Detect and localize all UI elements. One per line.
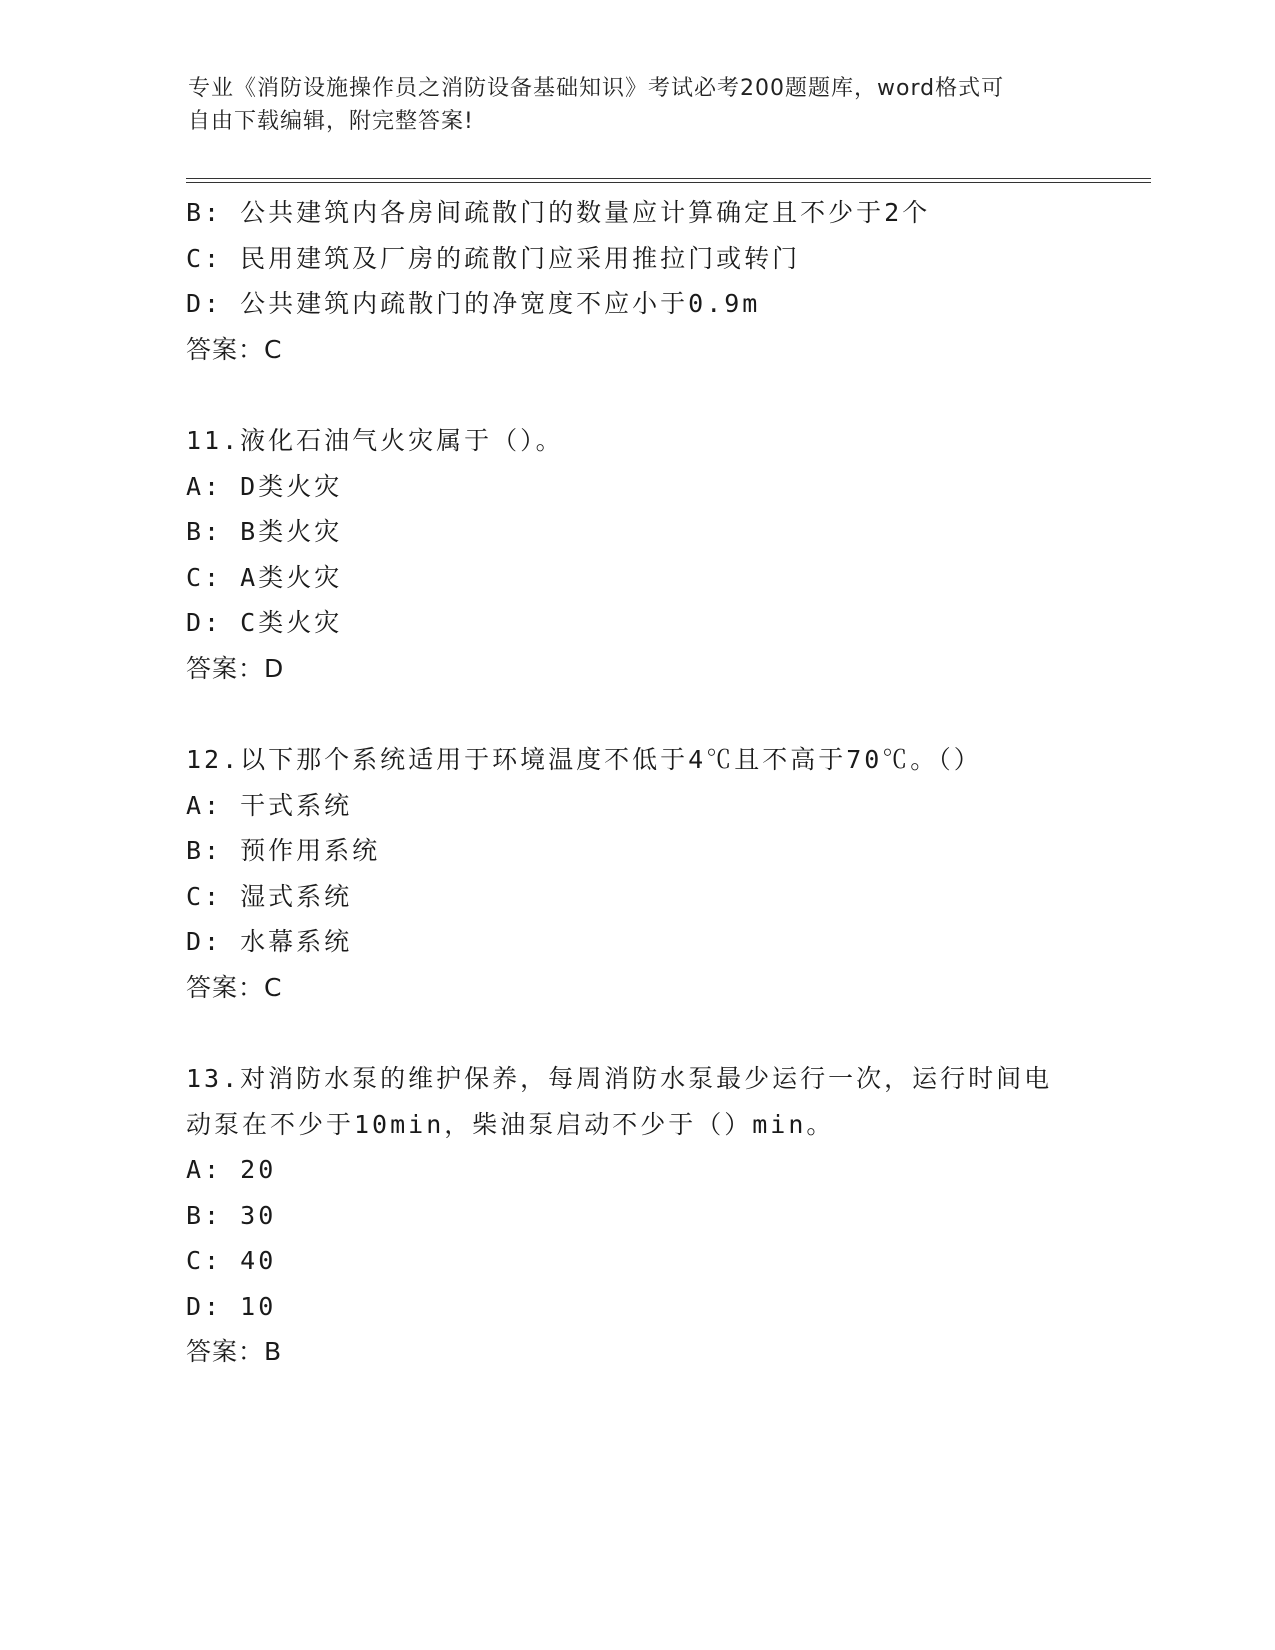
question-text: 12.以下那个系统适用于环境温度不低于4℃且不高于70℃。（） <box>186 745 982 774</box>
option-d: D: 公共建筑内疏散门的净宽度不应小于0.9m <box>186 289 761 318</box>
option-a: A: 干式系统 <box>186 790 353 820</box>
option-a: A: 20 <box>186 1155 277 1184</box>
header-line-2: 自由下载编辑，附完整答案! <box>188 109 474 134</box>
option-c: C: 民用建筑及厂房的疏散门应采用推拉门或转门 <box>186 243 801 273</box>
question-list <box>186 190 1086 1375</box>
answer: 答案：C <box>186 972 283 1002</box>
question-13 <box>186 1056 1086 1375</box>
option-b: B: 预作用系统 <box>186 836 381 865</box>
option-b: B: 公共建筑内各房间疏散门的数量应计算确定且不少于2个 <box>186 198 931 227</box>
header-divider <box>186 178 1151 183</box>
answer: 答案：C <box>186 334 283 364</box>
question-text-line-2: 动泵在不少于10min，柴油泵启动不少于（）min。 <box>186 1109 835 1139</box>
question-10-tail <box>186 190 1086 372</box>
question-11 <box>186 418 1086 691</box>
question-text-line-1: 13.对消防水泵的维护保养，每周消防水泵最少运行一次，运行时间电 <box>186 1064 1053 1093</box>
option-c: C: 40 <box>186 1246 277 1275</box>
document-header <box>188 72 1068 138</box>
answer: 答案：D <box>186 653 285 683</box>
answer: 答案：B <box>186 1337 283 1366</box>
header-line-1: 专业《消防设施操作员之消防设备基础知识》考试必考200题题库，word格式可 <box>188 76 1005 101</box>
option-d: D: 10 <box>186 1291 277 1321</box>
option-a: A: D类火灾 <box>186 471 343 501</box>
option-c: C: 湿式系统 <box>186 881 353 911</box>
option-b: B: 30 <box>186 1200 277 1230</box>
option-d: D: C类火灾 <box>186 608 343 637</box>
question-text: 11.液化石油气火灾属于（）。 <box>186 426 564 455</box>
option-d: D: 水幕系统 <box>186 927 353 956</box>
option-b: B: B类火灾 <box>186 517 343 546</box>
option-c: C: A类火灾 <box>186 562 343 592</box>
question-12 <box>186 737 1086 1010</box>
